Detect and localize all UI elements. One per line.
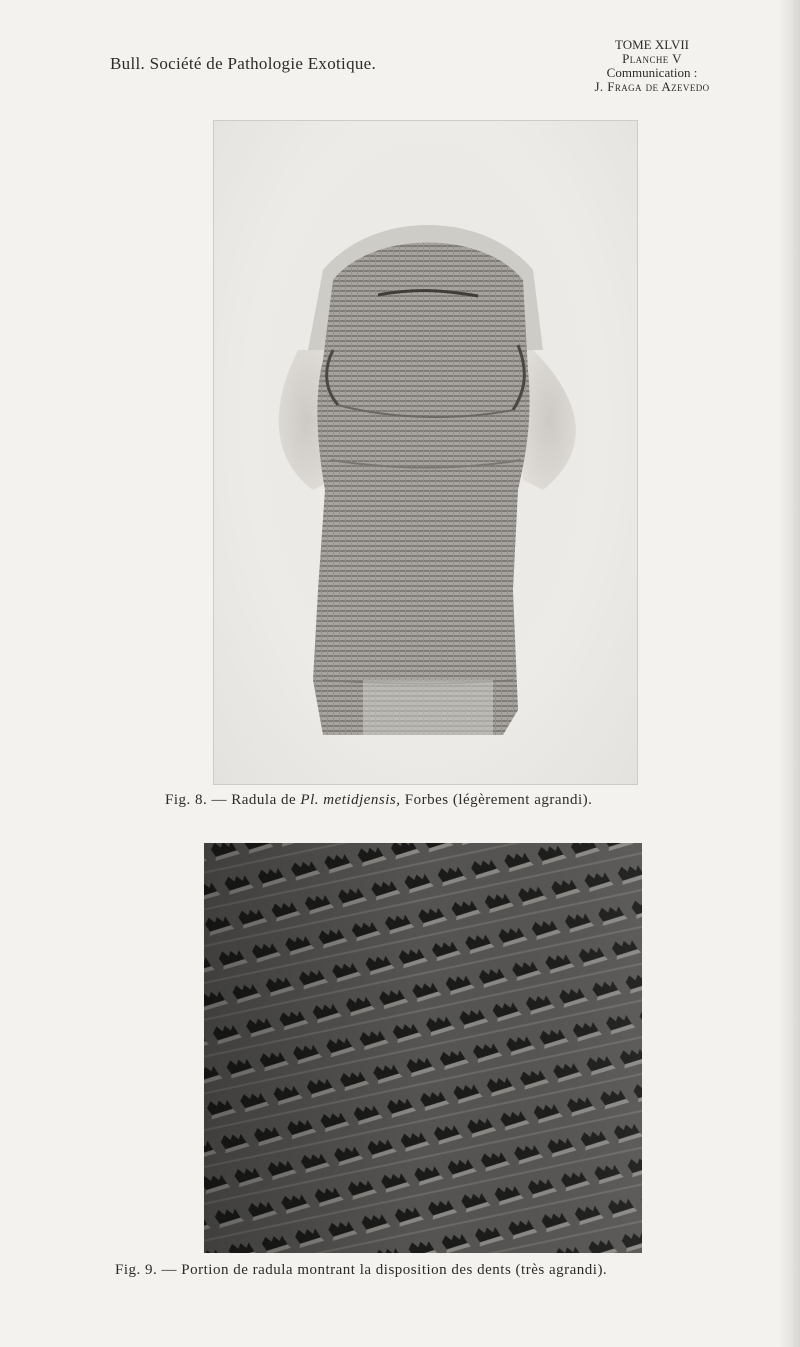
figure-8-photo <box>213 120 638 785</box>
figure-8-label: Fig. 8. — <box>165 792 228 808</box>
figure-8-text-after: Forbes (légèrement agrandi). <box>404 792 593 808</box>
journal-title: Bull. Société de Pathologie Exotique. <box>110 54 377 73</box>
plate-header <box>552 38 752 94</box>
plate-number: Planche V <box>622 51 682 66</box>
figure-9-label: Fig. 9. — <box>115 1262 178 1278</box>
page-edge-shadow <box>778 0 800 1347</box>
figure-9-text: Portion de radula montrant la disposition des dents (très agrandi). <box>181 1262 608 1278</box>
figure-8-caption <box>165 792 592 809</box>
figure-9-photo <box>204 843 642 1253</box>
teeth-image <box>204 843 642 1253</box>
author-name: J. Fraga de Azevedo <box>594 79 710 94</box>
figure-8-text-before: Radula de <box>231 792 297 808</box>
species-name: Pl. metidjensis, <box>300 792 401 808</box>
communication-label: Communication : <box>606 65 698 80</box>
radula-image <box>213 120 638 785</box>
figure-9-caption <box>115 1262 607 1279</box>
tome-number: TOME XLVII <box>614 37 690 52</box>
